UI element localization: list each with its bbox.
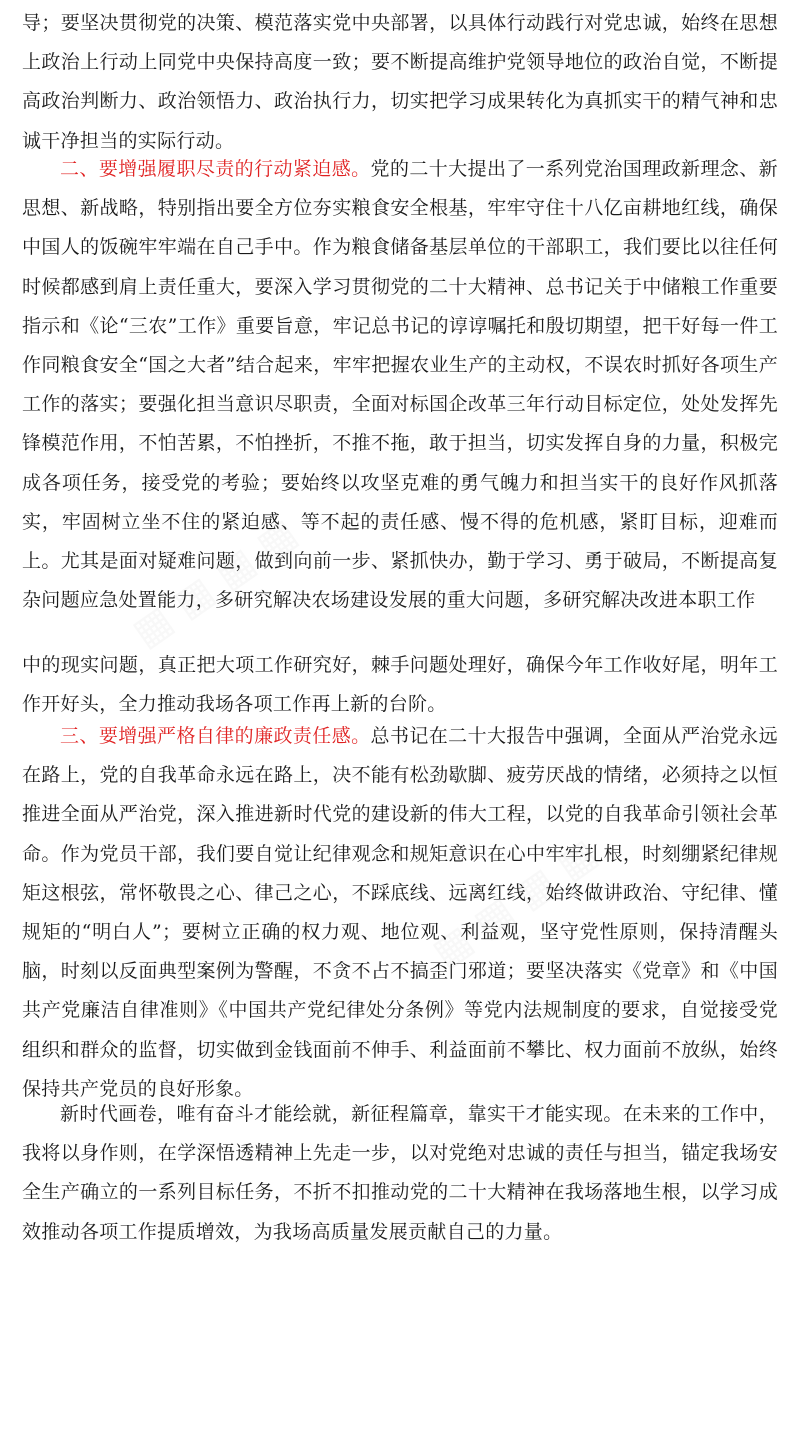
paragraph-3 xyxy=(22,646,778,724)
paragraph-4-text: 总书记在二十大报告中强调，全面从严治党永远在路上，党的自我革命永远在路上，决不能有松劲歇脚、疲劳厌战的情绪，必须持之以恒推进全面从严治党，深入推进新时代党的建设新的伟大工程，以党的自我革命引领社会革命。作为党员干部，我们要自觉让纪律观念和规矩意识在心中牢牢扎根，时刻绷紧纪律规矩这根弦，常怀敬畏之心、律己之心，不踩底线、远离红线，始终做讲政治、守纪律、懂规矩的“明白人”；要树立正确的权力观、地位观、利益观，坚守党性原则，保持清醒头脑，时刻以反面典型案例为警醒，不贪不占不搞歪门邪道；要坚决落实《党章》和《中国共产党廉洁自律准则》《中国共产党纪律处分条例》等党内法规制度的要求，自觉接受党组织和群众的监督，切实做到金钱面前不伸手、利益面前不攀比、权力面前不放纵，始终保持共产党员的良好形象。 xyxy=(22,725,778,1100)
paragraph-4 xyxy=(22,717,778,1109)
paragraph-5-text: 新时代画卷，唯有奋斗才能绘就，新征程篇章，靠实干才能实现。在未来的工作中，我将以身作则，在学深悟透精神上先走一步，以对党绝对忠诚的责任与担当，锚定我场安全生产确立的一系列目标任务，不折不扣推动党的二十大精神在我场落地生根，以学习成效推动各项工作提质增效，为我场高质量发展贡献自己的力量。 xyxy=(22,1103,778,1243)
paragraph-1-text: 导；要坚决贯彻党的决策、模范落实党中央部署，以具体行动践行对党忠诚，始终在思想上政治上行动上同党中央保持高度一致；要不断提高维护党领导地位的政治自觉，不断提高政治判断力、政治领悟力、政治执行力，切实把学习成果转化为真抓实干的精气神和忠诚干净担当的实际行动。 xyxy=(22,12,778,152)
section-two-heading: 二、要增强履职尽责的行动紧迫感。 xyxy=(60,158,371,180)
paragraph-2-text: 党的二十大提出了一系列党治国理政新理念、新思想、新战略，特别指出要全方位夯实粮食安全根基，牢牢守住十八亿亩耕地红线，确保中国人的饭碗牢牢端在自己手中。作为粮食储备基层单位的干部职工，我们要比以往任何时候都感到肩上责任重大，要深入学习贯彻党的二十大精神、总书记关于中储粮工作重要指示和《论“三农”工作》重要旨意，牢记总书记的谆谆嘱托和殷切期望，把干好每一件工作同粮食安全“国之大者”结合起来，牢牢把握农业生产的主动权，不误农时抓好各项生产工作的落实；要强化担当意识尽职责，全面对标国企改革三年行动目标定位，处处发挥先锋模范作用，不怕苦累，不怕挫折，不推不拖，敢于担当，切实发挥自身的力量，积极完成各项任务，接受党的考验；要始终以攻坚克难的勇气魄力和担当实干的良好作风抓落实，牢固树立坐不住的紧迫感、等不起的责任感、慢不得的危机感，紧盯目标，迎难而上。尤其是面对疑难问题，做到向前一步、紧抓快办，勤于学习、勇于破局，不断提高复杂问题应急处置能力，多研究解决农场建设发展的重大问题，多研究解决改进本职工作 xyxy=(22,158,778,612)
watermark-mark: ▦ ▦ ▦ ▦ xyxy=(123,509,306,657)
paragraph-3-text: 中的现实问题，真正把大项工作研究好，棘手问题处理好，确保今年工作收好尾，明年工作开好头，全力推动我场各项工作再上新的台阶。 xyxy=(22,654,778,716)
section-three-heading: 三、要增强严格自律的廉政责任感。 xyxy=(60,725,371,747)
paragraph-5 xyxy=(22,1095,778,1252)
paragraph-1 xyxy=(22,4,778,161)
watermark-mark: ▦ ▦ ▦ ▦ xyxy=(423,829,606,977)
paragraph-2 xyxy=(22,150,778,620)
